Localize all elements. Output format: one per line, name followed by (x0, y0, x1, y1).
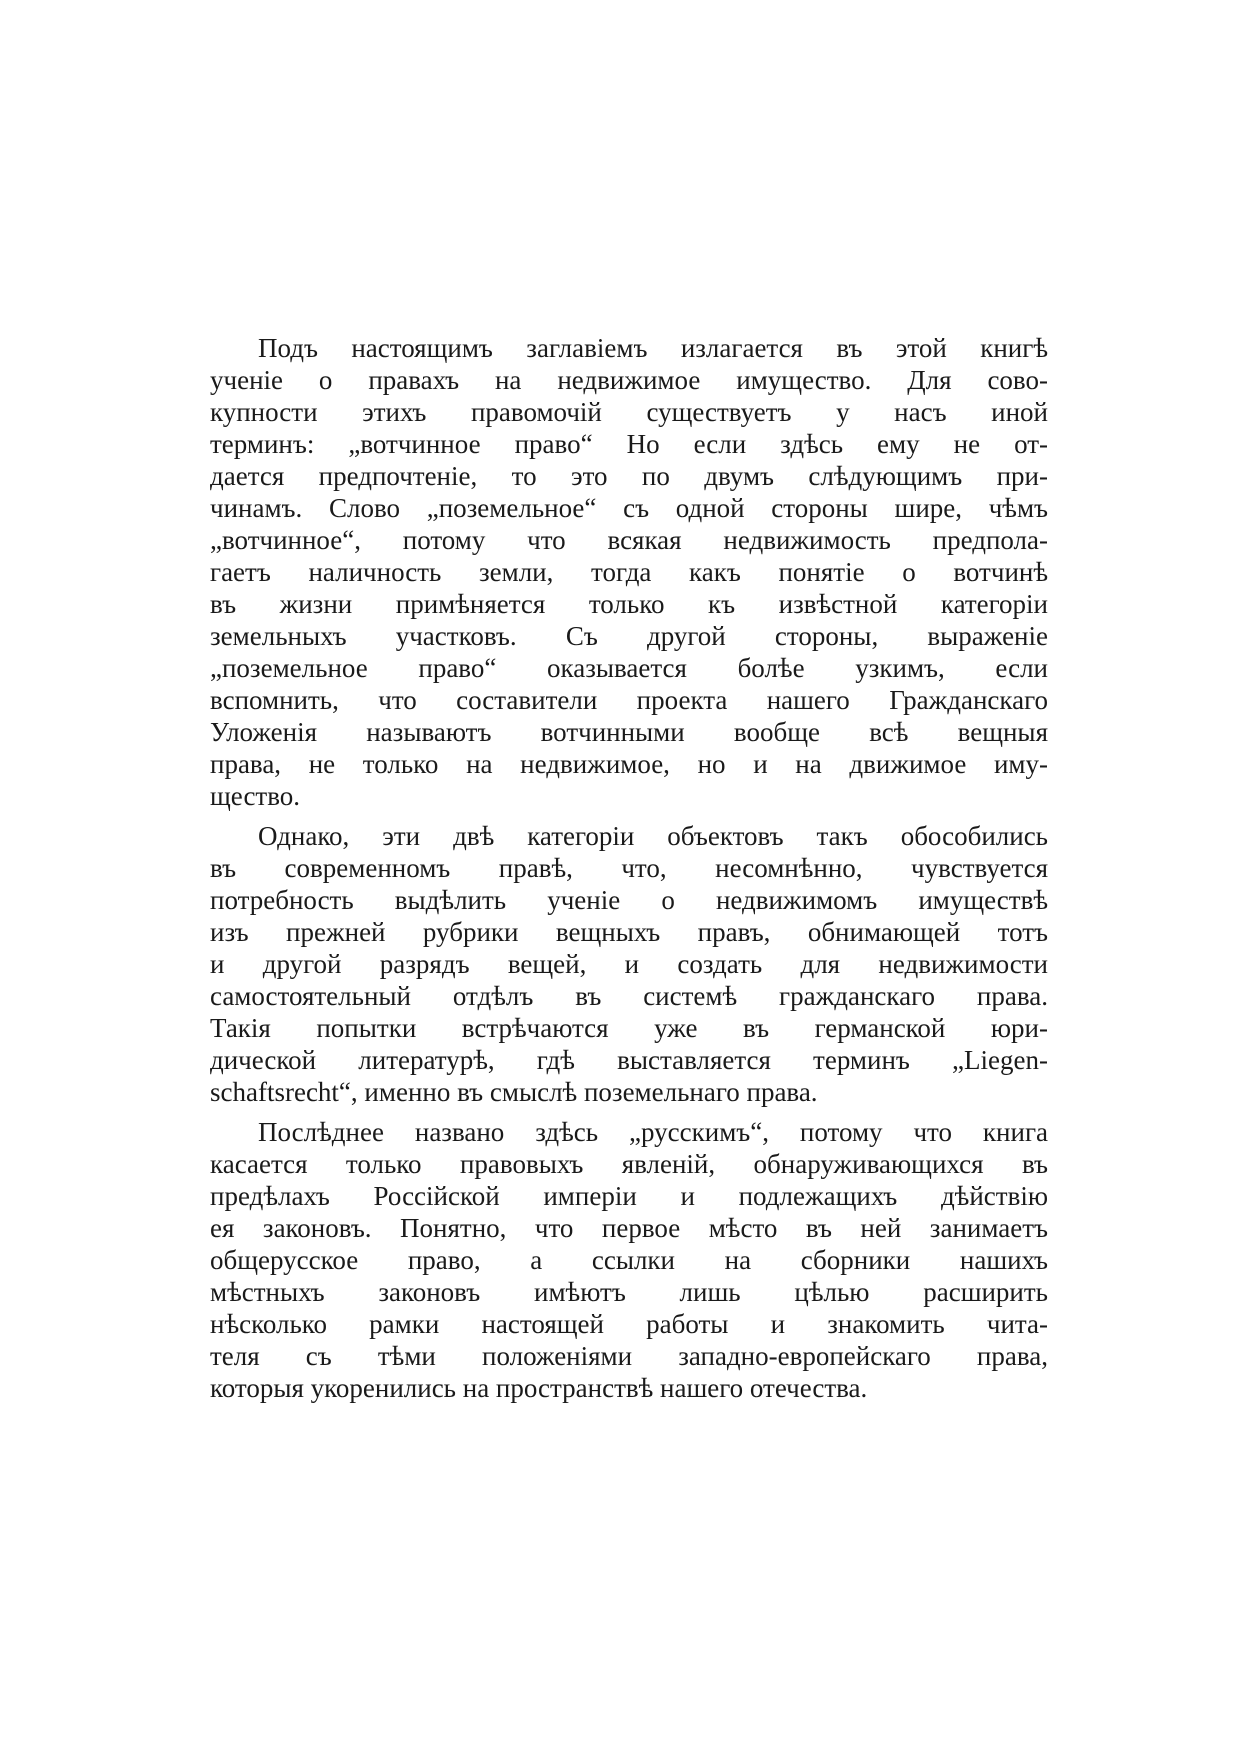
text-line: купности этихъ правомочій существуетъ у насъ иной (210, 397, 1048, 427)
text-line: нѣсколько рамки настоящей работы и знакомить чита- (210, 1309, 1048, 1339)
text-line: общерусское право, а ссылки на сборники нашихъ (210, 1245, 1048, 1275)
paragraph-3 (210, 1116, 1048, 1404)
text-line: терминъ: „вотчинное право“ Но если здѣсь ему не от- (210, 429, 1048, 459)
text-body (210, 332, 1048, 1404)
text-line: „поземельное право“ оказывается болѣе узкимъ, если (210, 653, 1048, 683)
text-line: самостоятельный отдѣлъ въ системѣ гражданскаго права. (210, 981, 1048, 1011)
text-line: ученіе о правахъ на недвижимое имущество. Для сово- (210, 365, 1048, 395)
text-line: въ современномъ правѣ, что, несомнѣнно, чувствуется (210, 853, 1048, 883)
text-line: Подъ настоящимъ заглавіемъ излагается въ этой книгѣ (258, 333, 1048, 363)
text-line: дической литературѣ, гдѣ выставляется терминъ „Liegen- (210, 1045, 1048, 1075)
text-line: предѣлахъ Россійской имперіи и подлежащихъ дѣйствію (210, 1181, 1048, 1211)
paragraph-2 (210, 820, 1048, 1108)
paragraph-gap (210, 1108, 1048, 1116)
text-line: Однако, эти двѣ категоріи объектовъ такъ обособились (258, 821, 1048, 851)
text-line: въ жизни примѣняется только къ извѣстной категоріи (210, 589, 1048, 619)
paragraph-gap (210, 812, 1048, 820)
text-line: касается только правовыхъ явленій, обнаруживающихся въ (210, 1149, 1048, 1179)
text-line: права, не только на недвижимое, но и на движимое иму- (210, 749, 1048, 779)
text-line: Такія попытки встрѣчаются уже въ германской юри- (210, 1013, 1048, 1043)
text-line: Уложенія называютъ вотчинными вообще всѣ вещныя (210, 717, 1048, 747)
text-line: изъ прежней рубрики вещныхъ правъ, обнимающей тотъ (210, 917, 1048, 947)
text-line: schaftsrecht“, именно въ смыслѣ поземельнаго права. (210, 1077, 818, 1107)
text-line: щество. (210, 781, 301, 811)
text-line: Послѣднее названо здѣсь „русскимъ“, потому что книга (258, 1117, 1048, 1147)
text-line: земельныхъ участковъ. Съ другой стороны, выраженіе (210, 621, 1048, 651)
text-line: которыя укоренились на пространствѣ нашего отечества. (210, 1373, 868, 1403)
text-line: теля съ тѣми положеніями западно-европейскаго права, (210, 1341, 1048, 1371)
text-line: вспомнить, что составители проекта нашего Гражданскаго (210, 685, 1048, 715)
text-line: потребность выдѣлить ученіе о недвижимомъ имуществѣ (210, 885, 1048, 915)
text-line: мѣстныхъ законовъ имѣютъ лишь цѣлью расширить (210, 1277, 1048, 1307)
text-line: ея законовъ. Понятно, что первое мѣсто въ ней занимаетъ (210, 1213, 1048, 1243)
text-line: дается предпочтеніе, то это по двумъ слѣдующимъ при- (210, 461, 1048, 491)
text-line: гаетъ наличность земли, тогда какъ понятіе о вотчинѣ (210, 557, 1048, 587)
paragraph-1 (210, 332, 1048, 812)
text-line: чинамъ. Слово „поземельное“ съ одной стороны шире, чѣмъ (210, 493, 1048, 523)
text-line: „вотчинное“, потому что всякая недвижимость предпола- (210, 525, 1048, 555)
text-line: и другой разрядъ вещей, и создать для недвижимости (210, 949, 1048, 979)
